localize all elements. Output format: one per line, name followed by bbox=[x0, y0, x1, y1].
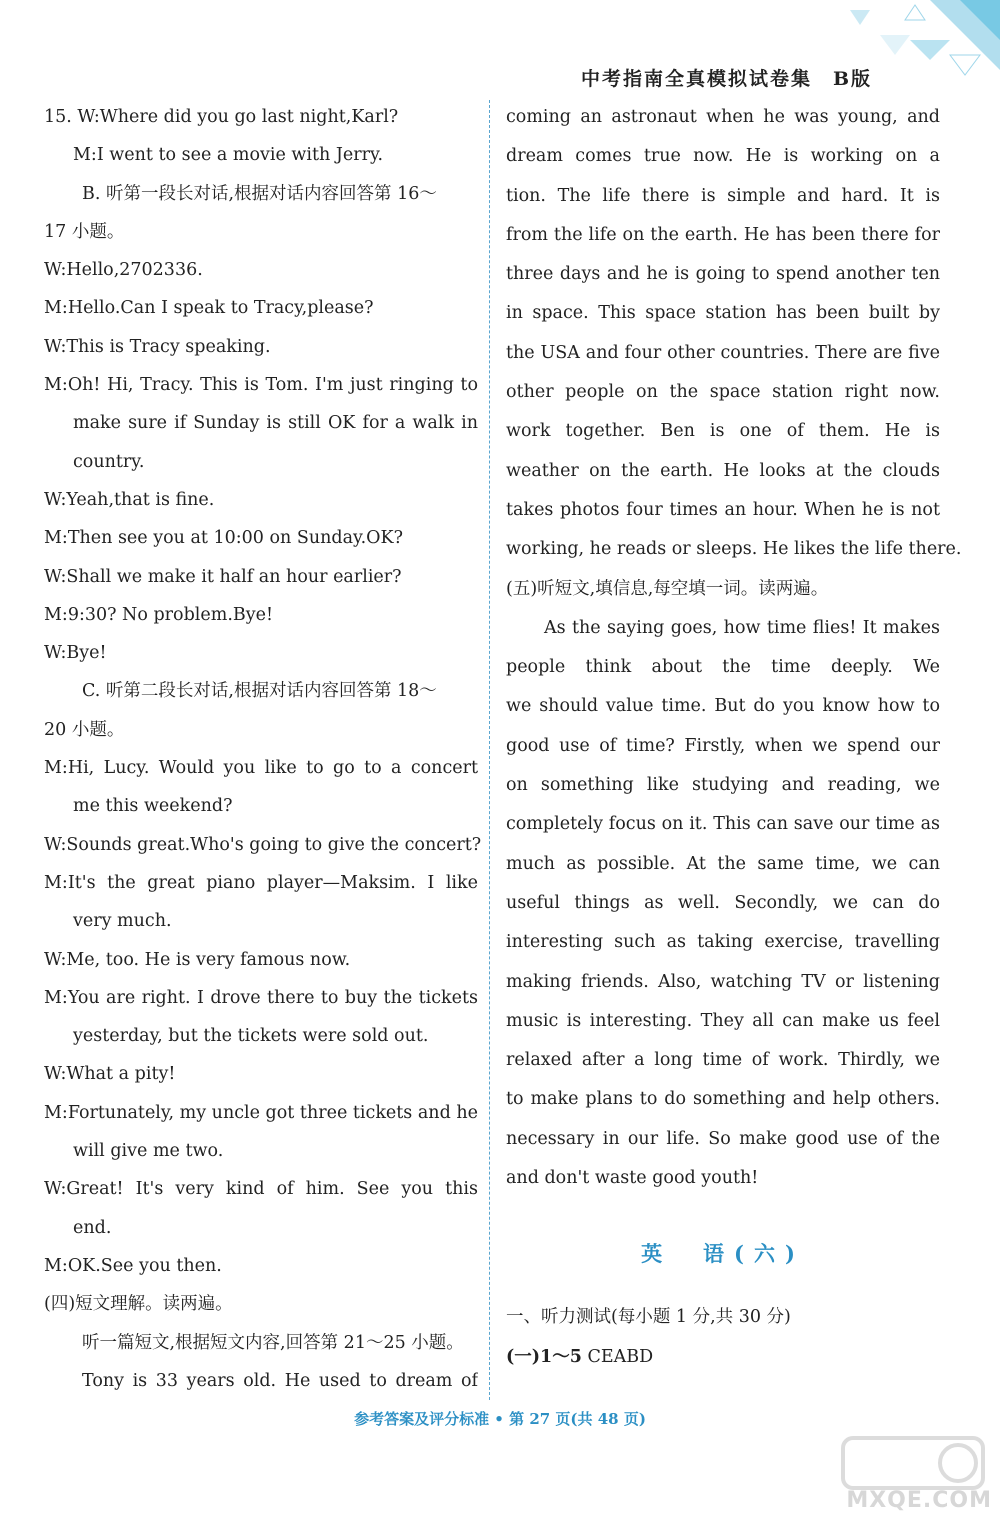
right_top-line: in space. This space station has been built by bbox=[506, 303, 940, 324]
right_top-line: interesting such as taking exercise, travelling bbox=[506, 932, 940, 953]
right_top-line: making friends. Also, watching TV or listening bbox=[506, 971, 940, 992]
left-column bbox=[44, 98, 482, 1400]
left-line: C. 听第二段长对话,根据对话内容回答第 18～ bbox=[82, 681, 437, 702]
right_top-line: three days and he is going to spend another ten bbox=[506, 264, 940, 285]
right_top-line: from the life on the earth. He has been there for bbox=[506, 224, 940, 245]
right_top-line: dream comes true now. He is working on a bbox=[506, 146, 940, 167]
right_top-line: to make plans to do something and help others. bbox=[506, 1089, 940, 1110]
right_top-line: takes photos four times an hour. When he is not bbox=[506, 499, 940, 520]
left-line: B. 听第一段长对话,根据对话内容回答第 16～ bbox=[82, 183, 437, 204]
left-line: W:Yeah,that is fine. bbox=[44, 489, 215, 510]
right_top-line: completely focus on it. This can save our time as bbox=[506, 814, 940, 835]
left-line: M:It's the great piano player—Maksim. I like bbox=[44, 872, 478, 893]
right_top-line: useful things as well. Secondly, we can do bbox=[506, 892, 940, 913]
left-line: will give me two. bbox=[73, 1141, 224, 1162]
left-line: M:You are right. I drove there to buy the tickets bbox=[44, 987, 478, 1008]
left-line: Tony is 33 years old. He used to dream of bbox=[82, 1370, 478, 1391]
left-line: country. bbox=[73, 451, 145, 472]
left-line: W:Hello,2702336. bbox=[44, 260, 203, 281]
answer-label: (一)1～5 bbox=[506, 1346, 582, 1367]
book-title: 中考指南全真模拟试卷集 B版 bbox=[580, 68, 872, 90]
left-line: 15. W:Where did you go last night,Karl? bbox=[44, 107, 399, 127]
right_top-line: (五)听短文,填信息,每空填一词。读两遍。 bbox=[506, 578, 829, 599]
left-line: M:OK.See you then. bbox=[44, 1255, 222, 1276]
right_top-line: necessary in our life. So make good use of the bbox=[506, 1128, 940, 1149]
left-line: M:Oh! Hi, Tracy. This is Tom. I'm just ringing to bbox=[44, 375, 478, 396]
left-line: W:Shall we make it half an hour earlier? bbox=[44, 566, 402, 587]
left-line: very much. bbox=[73, 911, 172, 932]
right_top-line: people think about the time deeply. We bbox=[506, 657, 940, 678]
left-line: M:9:30? No problem.Bye! bbox=[44, 604, 274, 625]
column-divider bbox=[489, 100, 490, 1400]
right_top-line: tion. The life there is simple and hard. It is bbox=[506, 185, 940, 206]
left-line: M:I went to see a movie with Jerry. bbox=[73, 145, 384, 166]
page-footer: 参考答案及评分标准 • 第 27 页(共 48 页) bbox=[354, 1410, 646, 1428]
watermark-text: MXQE.COM bbox=[846, 1488, 992, 1513]
section-title: 英 语(六) bbox=[641, 1241, 805, 1267]
answer-value: CEABD bbox=[581, 1346, 654, 1367]
left-line: M:Then see you at 10:00 on Sunday.OK? bbox=[44, 528, 403, 549]
right_top-line: work together. Ben is one of them. He is bbox=[506, 421, 940, 442]
section-subtitle: 一、听力测试(每小题 1 分,共 30 分) bbox=[506, 1307, 791, 1328]
right_top-line: and don't waste good youth! bbox=[506, 1168, 759, 1189]
right_top-line: relaxed after a long time of work. Thirdly, we bbox=[506, 1050, 940, 1071]
right_top-line: As the saying goes, how time flies! It makes bbox=[544, 617, 940, 638]
left-line: W:This is Tracy speaking. bbox=[44, 336, 271, 357]
answer-line bbox=[506, 1338, 940, 1377]
left-line: W:Great! It's very kind of him. See you this bbox=[44, 1179, 478, 1200]
right_top-line: coming an astronaut when he was young, and bbox=[506, 107, 940, 127]
right-column bbox=[506, 98, 962, 1377]
left-line: 20 小题。 bbox=[44, 719, 125, 740]
right_top-line: much as possible. At the same time, we can bbox=[506, 853, 940, 874]
right_top-line: weather on the earth. He looks at the clouds bbox=[506, 460, 940, 481]
left-line: end. bbox=[73, 1217, 112, 1238]
left-line: W:What a pity! bbox=[44, 1064, 176, 1085]
right_top-line: we should value time. But do you know how to bbox=[506, 696, 940, 717]
left-line: 17 小题。 bbox=[44, 221, 125, 242]
left-line: me this weekend? bbox=[73, 796, 233, 817]
left-line: yesterday, but the tickets were sold out. bbox=[73, 1026, 429, 1047]
left-line: (四)短文理解。读两遍。 bbox=[44, 1294, 233, 1315]
right_top-line: music is interesting. They all can make us feel bbox=[506, 1010, 940, 1031]
left-line: make sure if Sunday is still OK for a walk in bbox=[73, 413, 478, 434]
right_top-line: other people on the space station right now. bbox=[506, 382, 940, 403]
right_top-line: working, he reads or sleeps. He likes the life there. bbox=[506, 539, 962, 560]
right_top-line: the USA and four other countries. There are five bbox=[506, 342, 940, 363]
left-line: W:Bye! bbox=[44, 643, 107, 664]
left-line: W:Sounds great.Who's going to give the concert? bbox=[44, 834, 482, 855]
left-line: 听一篇短文,根据短文内容,回答第 21～25 小题。 bbox=[82, 1332, 464, 1353]
left-line: W:Me, too. He is very famous now. bbox=[44, 949, 351, 970]
left-line: M:Hello.Can I speak to Tracy,please? bbox=[44, 298, 374, 319]
left-line: M:Hi, Lucy. Would you like to go to a concert bbox=[44, 758, 478, 779]
right_top-line: on something like studying and reading, we bbox=[506, 775, 940, 796]
left-line: M:Fortunately, my uncle got three tickets and he bbox=[44, 1102, 478, 1123]
right_top-line: good use of time? Firstly, when we spend our bbox=[506, 735, 940, 756]
